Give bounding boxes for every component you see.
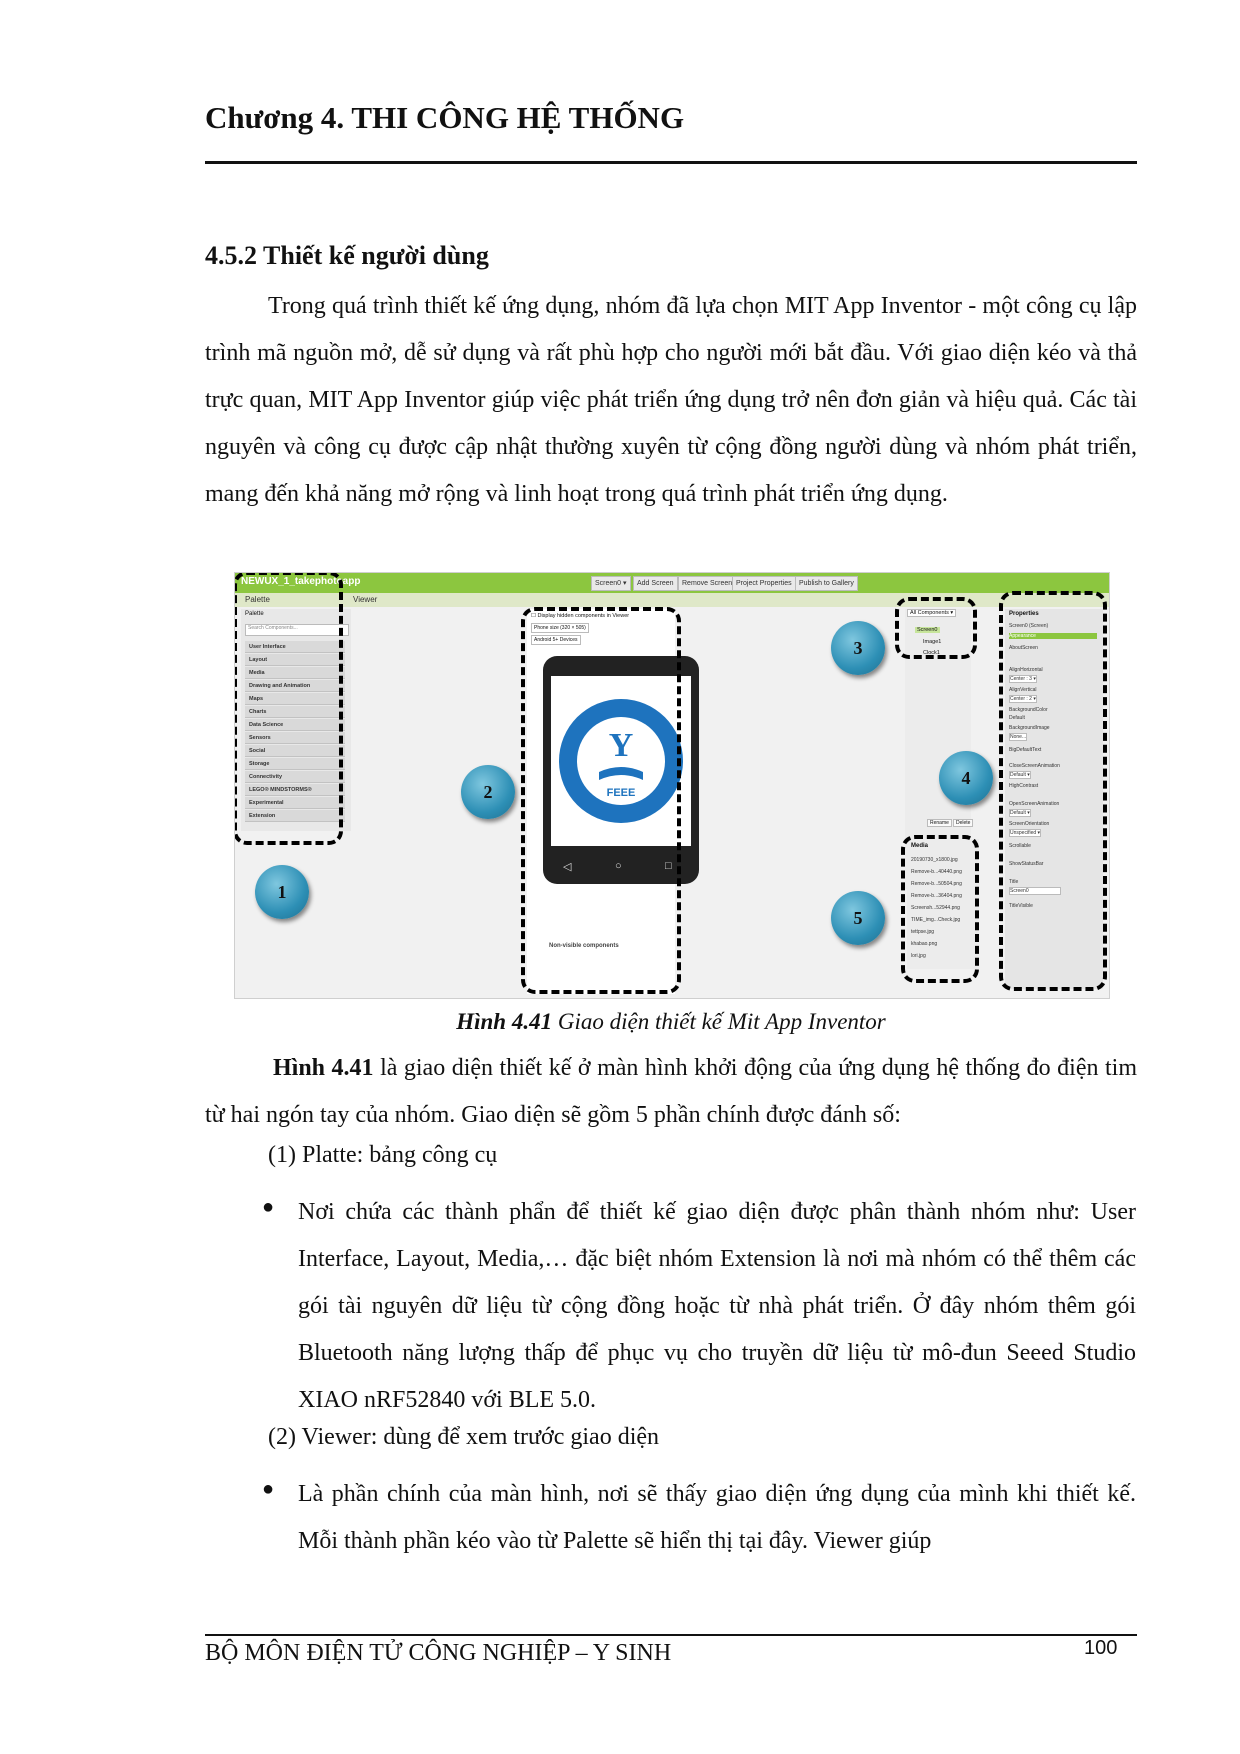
badge-5: 5 bbox=[831, 891, 885, 945]
palette-item[interactable]: User Interface bbox=[245, 641, 345, 653]
project-properties-button[interactable]: Project Properties bbox=[732, 576, 796, 591]
palette-item[interactable]: Experimental bbox=[245, 797, 345, 809]
palette-item[interactable]: Maps bbox=[245, 693, 345, 705]
properties-header: Properties bbox=[1009, 611, 1039, 617]
nonvisible-label: Non-visible components bbox=[549, 943, 619, 949]
caption-label: Hình 4.41 bbox=[456, 1009, 553, 1034]
region-4-outline bbox=[999, 591, 1107, 991]
appearance-group[interactable]: Appearance bbox=[1009, 633, 1097, 639]
logo-letter: Y bbox=[608, 727, 634, 764]
publish-gallery-button[interactable]: Publish to Gallery bbox=[795, 576, 858, 591]
media-header: Media bbox=[911, 843, 929, 849]
section-title: 4.5.2 Thiết kế người dùng bbox=[205, 241, 489, 270]
page-number: 100 bbox=[1084, 1637, 1118, 1659]
property-label: BigDefaultText bbox=[1009, 747, 1042, 753]
hidden-components-checkbox[interactable]: ☐ Display hidden components in Viewer bbox=[531, 613, 630, 619]
badge-3: 3 bbox=[831, 621, 885, 675]
palette-title: Palette bbox=[245, 611, 264, 617]
footer-rule bbox=[205, 1634, 1137, 1636]
media-item[interactable]: Remove-b...50504.png bbox=[911, 881, 962, 887]
media-item[interactable]: lori.jpg bbox=[911, 953, 926, 959]
property-label: AboutScreen bbox=[1009, 645, 1038, 651]
device-select[interactable]: Android 5+ Devices bbox=[531, 635, 581, 645]
delete-button[interactable]: Delete bbox=[953, 819, 973, 827]
panel-header-bar bbox=[235, 593, 1109, 607]
palette-search-input[interactable]: Search Components... bbox=[245, 624, 349, 636]
item-2-heading: (2) Viewer: dùng để xem trước giao diện bbox=[268, 1424, 660, 1450]
property-label: HighContrast bbox=[1009, 783, 1039, 789]
media-item[interactable]: 20190730_x1800.jpg bbox=[911, 857, 958, 863]
bullet-icon: ● bbox=[262, 1478, 275, 1500]
figure-caption bbox=[205, 1009, 1137, 1035]
item-1-bullet: Nơi chứa các thành phẩn để thiết kế giao diện được phân thành nhóm như: User Interface, Layout, Media,… đặc biệt nhóm Extension là nơi mà nhóm có thể thêm các gói tài nguyên dữ liệu từ cộng đồng hoặc từ nhà phát triển. Ở đây nhóm thêm gói Bluetooth năng lượng thấp để phục vụ cho truyền dữ liệu từ mô-đun Seeed Studio XIAO nRF52840 với BLE 5.0. bbox=[298, 1199, 1136, 1413]
region-2-outline bbox=[521, 607, 681, 994]
palette-item[interactable]: Connectivity bbox=[245, 771, 345, 783]
rename-button[interactable]: Rename bbox=[927, 819, 952, 827]
badge-1: 1 bbox=[255, 865, 309, 919]
phone-size-select[interactable]: Phone size (320 × 505) bbox=[531, 623, 589, 633]
media-item[interactable]: khabao.png bbox=[911, 941, 938, 947]
figure-ref: Hình 4.41 bbox=[273, 1055, 374, 1081]
item-2-bullet: Là phần chính của màn hình, nơi sẽ thấy giao diện ứng dụng của mình khi thiết kế. Mỗi thành phần kéo vào từ Palette sẽ hiển thị tại đây. Viewer giúp bbox=[298, 1481, 1136, 1554]
region-5-outline bbox=[901, 835, 979, 983]
property-label: TitleVisible bbox=[1009, 903, 1033, 909]
palette-item[interactable]: Storage bbox=[245, 758, 345, 770]
figure-desc-text: là giao diện thiết kế ở màn hình khởi động của ứng dụng hệ thống đo điện tim từ hai ngón tay của nhóm. Giao diện sẽ gồm 5 phần chính được đánh số: bbox=[205, 1055, 1138, 1128]
palette-item[interactable]: Extension bbox=[245, 810, 345, 822]
footer-text: BỘ MÔN ĐIỆN TỬ CÔNG NGHIỆP – Y SINH bbox=[205, 1640, 672, 1666]
add-screen-button[interactable]: Add Screen bbox=[633, 576, 678, 591]
palette-item[interactable]: LEGO® MINDSTORMS® bbox=[245, 784, 345, 796]
background-image-field[interactable]: None... bbox=[1010, 734, 1027, 740]
property-label: BackgroundColor bbox=[1009, 707, 1048, 713]
property-label: BackgroundImage bbox=[1009, 725, 1050, 731]
chapter-title: Chương 4. THI CÔNG HỆ THỐNG bbox=[205, 100, 685, 135]
property-label: Screen0 (Screen) bbox=[1009, 623, 1049, 629]
tree-item[interactable]: Screen0 bbox=[917, 627, 938, 633]
palette-item[interactable]: Drawing and Animation bbox=[245, 680, 345, 692]
home-nav-icon: ○ bbox=[615, 860, 622, 872]
palette-item[interactable]: Sensors bbox=[245, 732, 345, 744]
screen-select-button[interactable]: Screen0 ▾ bbox=[591, 576, 631, 591]
viewer-header: Viewer bbox=[353, 595, 378, 604]
open-animation-select[interactable]: Default ▾ bbox=[1010, 810, 1030, 816]
orientation-select[interactable]: Unspecified ▾ bbox=[1010, 830, 1041, 836]
region-3-outline bbox=[895, 597, 977, 659]
components-dropdown[interactable]: All Components ▾ bbox=[907, 609, 956, 617]
logo-text: FEEE bbox=[606, 787, 636, 799]
app-topbar bbox=[235, 573, 1109, 593]
media-item[interactable]: tettpse.jpg bbox=[911, 929, 935, 935]
intro-paragraph: Trong quá trình thiết kế ứng dụng, nhóm đã lựa chọn MIT App Inventor - một công cụ lập trình mã nguồn mở, dễ sử dụng và rất phù hợp cho người mới bắt đầu. Với giao diện kéo và thả trực quan, MIT App Inventor giúp việc phát triển ứng dụng trở nên đơn giản và hiệu quả. Các tài nguyên và công cụ được cập nhật thường xuyên từ cộng đồng người dùng và nhóm phát triển, mang đến khả năng mở rộng và linh hoạt trong quá trình phát triển ứng dụng. bbox=[205, 293, 1137, 507]
property-label: Title bbox=[1009, 879, 1019, 885]
bullet-icon: ● bbox=[262, 1196, 275, 1218]
palette-item[interactable]: Media bbox=[245, 667, 345, 679]
media-item[interactable]: Screensh...52944.png bbox=[911, 905, 960, 911]
region-1-outline bbox=[234, 572, 343, 845]
caption-text: Giao diện thiết kế Mit App Inventor bbox=[557, 1009, 886, 1034]
align-horizontal-select[interactable]: Center : 3 ▾ bbox=[1010, 676, 1036, 682]
palette-item[interactable]: Social bbox=[245, 745, 345, 757]
property-label: ScreenOrientation bbox=[1009, 821, 1050, 827]
title-field[interactable]: Screen0 bbox=[1009, 887, 1061, 895]
media-item[interactable]: Remove-b...40440.png bbox=[911, 869, 962, 875]
property-label: CloseScreenAnimation bbox=[1009, 763, 1060, 769]
palette-item[interactable]: Charts bbox=[245, 706, 345, 718]
hidden-components-label: Display hidden components in Viewer bbox=[537, 613, 630, 619]
back-nav-icon: ◁ bbox=[563, 861, 572, 873]
background-color-value[interactable]: Default bbox=[1009, 715, 1025, 721]
property-label: AlignVertical bbox=[1009, 687, 1037, 693]
align-vertical-select[interactable]: Center : 2 ▾ bbox=[1010, 696, 1036, 702]
badge-2: 2 bbox=[461, 765, 515, 819]
property-label: AlignHorizontal bbox=[1009, 667, 1043, 673]
project-name: NEWUX_1_takephotoapp bbox=[241, 576, 361, 587]
tree-item[interactable]: Clock1 bbox=[923, 650, 940, 656]
figure-description bbox=[205, 1045, 1137, 1139]
item-1-heading: (1) Platte: bảng công cụ bbox=[268, 1142, 498, 1168]
tree-item[interactable]: Image1 bbox=[923, 639, 942, 645]
media-item[interactable]: TIME_img...Check.jpg bbox=[911, 917, 961, 923]
close-animation-select[interactable]: Default ▾ bbox=[1010, 772, 1030, 778]
remove-screen-button[interactable]: Remove Screen bbox=[678, 576, 736, 591]
media-item[interactable]: Remove-b...36404.png bbox=[911, 893, 962, 899]
palette-item[interactable]: Data Science bbox=[245, 719, 345, 731]
recent-nav-icon: □ bbox=[665, 860, 672, 872]
palette-header: Palette bbox=[245, 595, 270, 604]
chapter-rule bbox=[205, 161, 1137, 164]
palette-item[interactable]: Layout bbox=[245, 654, 345, 666]
property-label: ShowStatusBar bbox=[1009, 861, 1044, 867]
property-label: OpenScreenAnimation bbox=[1009, 801, 1060, 807]
badge-4: 4 bbox=[939, 751, 993, 805]
app-inventor-screenshot bbox=[234, 572, 1110, 999]
property-label: Scrollable bbox=[1009, 843, 1031, 849]
